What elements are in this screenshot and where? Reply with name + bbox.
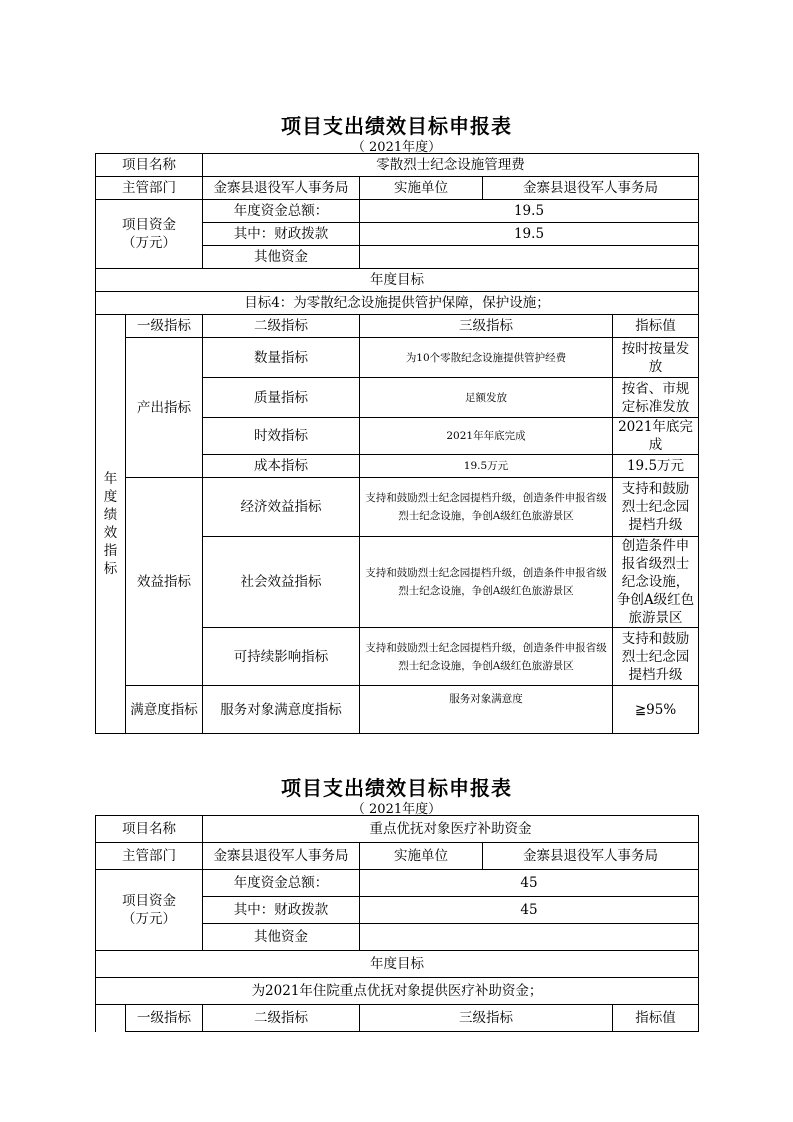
table-row: [96, 338, 699, 378]
output-indicator-label: 产出指标: [126, 338, 203, 478]
table-row: [96, 478, 699, 537]
benefit-value: 创造条件申报省级烈士纪念设施，争创A级红色旅游景区: [613, 537, 699, 628]
impl-value: 金寨县退役军人事务局: [483, 843, 699, 870]
benefit-l3: 支持和鼓励烈士纪念园提档升级，创造条件申报省级烈士纪念设施，争创A级红色旅游景区: [360, 628, 613, 686]
form2-title: 项目支出绩效目标申报表: [281, 776, 512, 800]
output-value: 2021年底完成: [613, 418, 699, 455]
fiscal-label: 其中：财政拨款: [203, 223, 360, 246]
output-l2: 数量指标: [203, 338, 360, 378]
output-value: 按省、市规定标准发放: [613, 378, 699, 418]
fund-label-line2: （万元）: [122, 911, 176, 927]
form2-year: （ 2021年度）: [351, 802, 442, 817]
header-level2: 二级指标: [203, 315, 360, 338]
impl-label: 实施单位: [360, 843, 483, 870]
fund-label-line1: 项目资金: [122, 893, 176, 909]
table-row: [96, 292, 699, 315]
header-level3: 三级指标: [360, 1005, 613, 1032]
fiscal-value: 19.5: [360, 223, 699, 246]
benefit-value: 支持和鼓励烈士纪念园提档升级: [613, 628, 699, 686]
fund-label: [96, 200, 203, 269]
table-row: [96, 177, 699, 200]
table-row: [96, 870, 699, 897]
benefit-l2: 经济效益指标: [203, 478, 360, 537]
header-level1: 一级指标: [126, 315, 203, 338]
perf-char: 指: [103, 543, 118, 559]
table-row: [96, 843, 699, 870]
table-row: [96, 951, 699, 978]
other-value: [360, 924, 699, 951]
benefit-l3: 支持和鼓励烈士纪念园提档升级，创造条件申报省级烈士纪念设施，争创A级红色旅游景区: [360, 537, 613, 628]
dept-label: 主管部门: [96, 177, 203, 200]
satisfaction-l3: 服务对象满意度: [360, 686, 613, 734]
table-row: [96, 1005, 699, 1032]
form1-year: （ 2021年度）: [351, 140, 442, 155]
impl-label: 实施单位: [360, 177, 483, 200]
table-row: [96, 686, 699, 734]
form1-table: [95, 153, 699, 734]
header-value: 指标值: [613, 315, 699, 338]
project-name-label: 项目名称: [96, 816, 203, 843]
table-row: [96, 269, 699, 292]
header-level1: 一级指标: [126, 1005, 203, 1032]
perf-char: 标: [103, 561, 118, 577]
header-level2: 二级指标: [203, 1005, 360, 1032]
benefit-value: 支持和鼓励烈士纪念园提档升级: [613, 478, 699, 537]
header-level3: 三级指标: [360, 315, 613, 338]
perf-indicator-label: [96, 315, 126, 734]
benefit-l2: 可持续影响指标: [203, 628, 360, 686]
project-name-label: 项目名称: [96, 154, 203, 177]
total-label: 年度资金总额：: [203, 200, 360, 223]
total-value: 19.5: [360, 200, 699, 223]
table-row: [96, 154, 699, 177]
satisfaction-l2: 服务对象满意度指标: [203, 686, 360, 734]
total-value: 45: [360, 870, 699, 897]
table-row: [96, 816, 699, 843]
table-row: [96, 978, 699, 1005]
other-value: [360, 246, 699, 269]
form2-table: [95, 815, 699, 1032]
annual-goal-label: 年度目标: [96, 951, 699, 978]
goal-text: 为2021年住院重点优抚对象提供医疗补助资金；: [96, 978, 699, 1005]
other-label: 其他资金: [203, 246, 360, 269]
output-l2: 质量指标: [203, 378, 360, 418]
fiscal-label: 其中：财政拨款: [203, 897, 360, 924]
project-name-value: 零散烈士纪念设施管理费: [203, 154, 699, 177]
table-row: [96, 315, 699, 338]
fund-label-line1: 项目资金: [122, 217, 176, 233]
benefit-l3: 支持和鼓励烈士纪念园提档升级，创造条件申报省级烈士纪念设施，争创A级红色旅游景区: [360, 478, 613, 537]
perf-indicator-label: [96, 1005, 126, 1032]
perf-char: 年: [103, 471, 118, 487]
total-label: 年度资金总额：: [203, 870, 360, 897]
fund-label-line2: （万元）: [122, 235, 176, 251]
satisfaction-value: ≧95%: [613, 686, 699, 734]
goal-text: 目标4：为零散纪念设施提供管护保障，保护设施；: [96, 292, 699, 315]
output-value: 19.5万元: [613, 455, 699, 478]
form1-title: 项目支出绩效目标申报表: [281, 114, 512, 138]
output-l3: 2021年年底完成: [360, 418, 613, 455]
header-value: 指标值: [613, 1005, 699, 1032]
impl-value: 金寨县退役军人事务局: [483, 177, 699, 200]
output-l3: 为10个零散纪念设施提供管护经费: [360, 338, 613, 378]
perf-char: 绩: [103, 507, 118, 523]
output-l3: 足额发放: [360, 378, 613, 418]
perf-char: 效: [103, 525, 118, 541]
perf-char: 度: [103, 489, 118, 505]
output-l2: 时效指标: [203, 418, 360, 455]
table-row: [96, 200, 699, 223]
fund-label: [96, 870, 203, 951]
benefit-indicator-label: 效益指标: [126, 478, 203, 686]
annual-goal-label: 年度目标: [96, 269, 699, 292]
fiscal-value: 45: [360, 897, 699, 924]
satisfaction-indicator-label: 满意度指标: [126, 686, 203, 734]
project-name-value: 重点优抚对象医疗补助资金: [203, 816, 699, 843]
dept-value: 金寨县退役军人事务局: [203, 843, 360, 870]
output-l2: 成本指标: [203, 455, 360, 478]
benefit-l2: 社会效益指标: [203, 537, 360, 628]
output-value: 按时按量发放: [613, 338, 699, 378]
dept-label: 主管部门: [96, 843, 203, 870]
dept-value: 金寨县退役军人事务局: [203, 177, 360, 200]
output-l3: 19.5万元: [360, 455, 613, 478]
other-label: 其他资金: [203, 924, 360, 951]
